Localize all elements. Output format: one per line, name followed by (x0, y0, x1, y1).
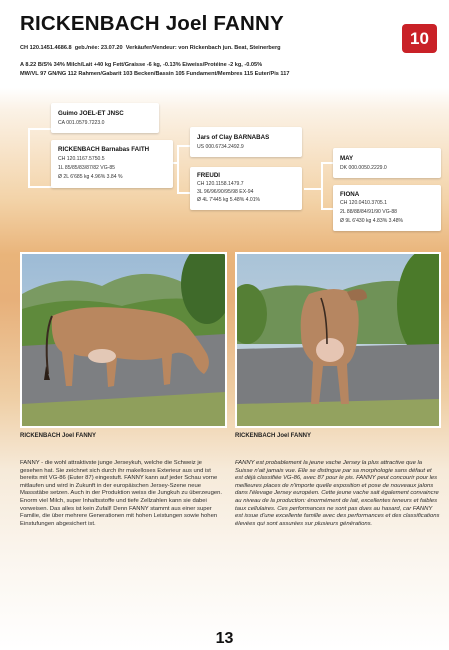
pedigree-connector (28, 186, 52, 188)
pedigree-production: Ø 4L 7'445 kg 5.48% 4.01% (197, 197, 261, 203)
photo-caption: RICKENBACH Joel FANNY (235, 433, 312, 439)
page-title: RICKENBACH Joel FANNY (20, 12, 284, 35)
pedigree-name: FREUDI (197, 172, 221, 179)
pedigree-id: US 000.6734.2492.9 (197, 144, 244, 150)
genomic-values-line-2: MW/VL 97 GN/NG 112 Rahmen/Gabarit 103 Becken/Bassin 105 Fundament/Membres 115 Euter/Pis 117 (20, 71, 290, 77)
pedigree-id: CH 120.1158.1479.7 (197, 181, 244, 187)
cow-photo-rear (235, 252, 441, 428)
pedigree-name: RICKENBACH Barnabas FAITH (58, 146, 150, 153)
pedigree-card-sire (51, 103, 159, 133)
pedigree-connector (177, 145, 179, 193)
pedigree-id: CH 120.0410.3705.1 (340, 200, 388, 206)
pedigree-name: MAY (340, 155, 354, 162)
pedigree-production: Ø 9L 6'430 kg 4.83% 3.48% (340, 218, 404, 224)
cow-photo-side (20, 252, 227, 428)
pedigree-connector (321, 162, 323, 209)
pedigree-connector (28, 128, 30, 187)
pedigree-card-maternal-grandsire (190, 127, 302, 157)
pedigree-name: FIONA (340, 191, 360, 198)
pedigree-card-maternal-granddam (190, 167, 302, 210)
pedigree-classification: 2L 88/88/84/91/90 VG-88 (340, 209, 398, 215)
pedigree-connector (28, 128, 52, 130)
page-number: 13 (215, 630, 234, 647)
description-german: FANNY - die wohl attraktivste junge Jerseykuh, welche die Schweiz je gesehen hat. Sie zeichnet sich durch ihr makelloses Exterieur aus und ist bereits mit VG-86 (Euter 87) eingestuft. FANNY kann auf jeder Schau vorne mitlaufen und wird in Zukunft in der europäischen Jersey-Szene neue Massstäbe setzen. Auch in der Produktion weiss die Jungkuh zu überzeugen. Enorm viel Milch, super Inhaltsstoffe und tiefe Zellzahlen kann sie dabei vorweisen. Das alles ist kein Zufall! Denn FANNY stammt aus einer super Familie, die über mehrere Generationen mit hohen Leistungen sowie hohen Einstufungen abgesichert ist. (20, 460, 223, 527)
pedigree-id: CA 001.0579.7223.0 (58, 120, 105, 126)
photo-caption: RICKENBACH Joel FANNY (20, 433, 97, 439)
pedigree-classification: 1L 85/85/83/87/82 VG-85 (58, 165, 116, 171)
pedigree-id: DK 000.0050.2229.0 (340, 165, 387, 171)
pedigree-card-great-granddam (333, 185, 441, 231)
pedigree-card-dam (51, 140, 173, 188)
genomic-values-line-1: A 8.22 B/S% 34% Milch/Lait +40 kg Fett/Graisse -6 kg, -0.13% Eiweiss/Protéine -2 kg, -0.05% (20, 62, 263, 68)
pedigree-name: Guimo JOEL-ET JNSC (58, 110, 124, 117)
pedigree-production: Ø 2L 6'685 kg 4.96% 3.84 % (58, 174, 123, 180)
lot-number-badge: 10 (402, 24, 437, 53)
pedigree-connector (304, 188, 322, 190)
cow-grazing-illustration (22, 254, 225, 426)
animal-id: CH 120.1451.4686.8 (20, 45, 72, 51)
animal-info-line (20, 45, 281, 51)
description-french: FANNY est probablement la jeune vache Jersey la plus attractive que la Suisse n'ait jamais vue. Elle se distingue par sa morphologie sans défaut et est déjà classifiée VG-86, avec 87 pour le pis. FANNY peut concourir pour les meilleures places de n'importe quelle exposition et pose de nouveaux jalons dans l'élevage Jersey européen. Cette jeune vache sait également convaincre au niveau de la production: énormément de lait, excellentes teneurs et faibles taux cellulaires. Ces performances ne sont pas dues au hasard, car FANNY est issue d'une excellente famille avec des performances et des classifications élevées qui sont assurées sur plusieurs générations. (235, 460, 440, 527)
pedigree-card-great-grandsire (333, 148, 441, 178)
seller: Verkäufer/Vendeur: von Rickenbach jun. Beat, Steinerberg (125, 45, 281, 51)
pedigree-classification: 3L 96/96/90/95/98 EX-94 (197, 189, 254, 195)
pedigree-name: Jars of Clay BARNABAS (197, 134, 270, 141)
pedigree-id: CH 120.1167.5750.5 (58, 156, 105, 162)
birth-date: geb./née: 23.07.20 (74, 45, 123, 51)
cow-rear-illustration (237, 254, 439, 426)
